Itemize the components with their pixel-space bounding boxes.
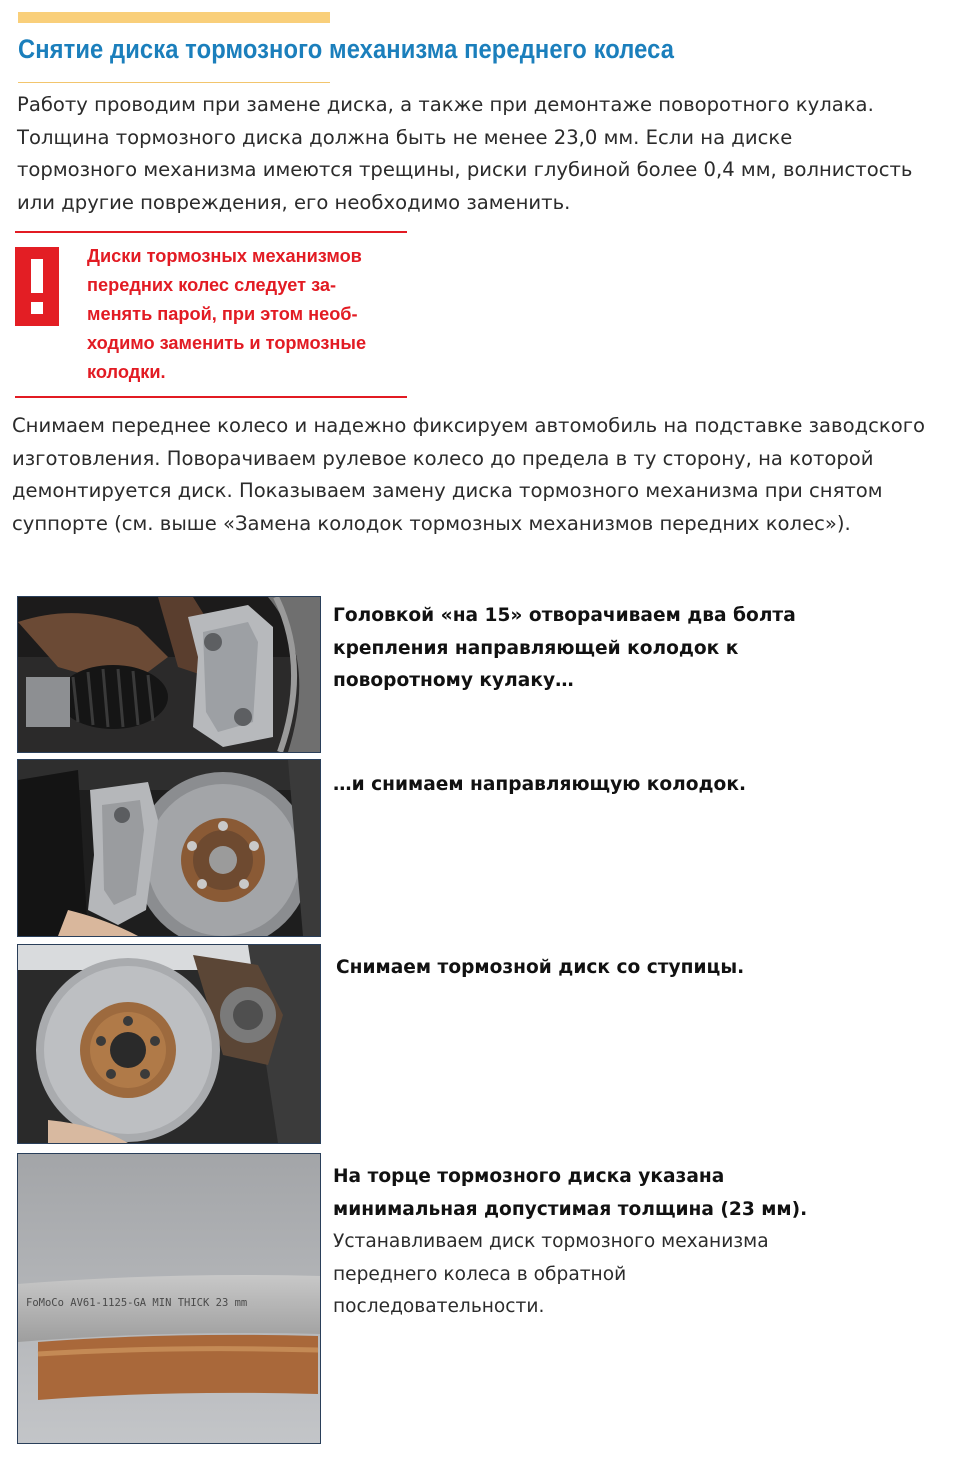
disc-edge-marking-photo bbox=[17, 1153, 321, 1444]
warning-line: ходимо заменить и тормозные bbox=[87, 333, 367, 353]
caption-line: …и снимаем направляющую колодок. bbox=[333, 774, 747, 795]
caliper-bracket-bolts-photo bbox=[17, 596, 321, 753]
procedure-paragraph: Снимаем переднее колесо и надежно фиксируем автомобиль на подставке заводского изготовления. Поворачиваем рулевое колесо до предела в ту сторону, на которой демонтируется диск. Показываем замену диска тормозного механизма при снятом суппорте (см. выше «Замена колодок тормозных механизмов передних колес»). bbox=[12, 414, 925, 535]
warning-top-divider bbox=[15, 231, 407, 233]
intro-paragraph: Работу проводим при замене диска, а также при демонтаже поворотного кулака. Толщина тормозного диска должна быть не менее 23,0 мм. Если на диске тормозного механизма имеются трещины, риски глубиной более 0,4 мм, волнистость или другие повреждения, его необходимо заменить. bbox=[17, 93, 913, 214]
warning-text bbox=[87, 242, 417, 387]
warning-line: Диски тормозных механизмов bbox=[87, 246, 362, 266]
step-4-caption bbox=[333, 1161, 933, 1324]
caption-line: последовательности. bbox=[333, 1296, 545, 1317]
step-3-caption bbox=[336, 952, 896, 985]
warning-line: колодки. bbox=[87, 362, 166, 382]
caption-line: Устанавливаем диск тормозного механизма bbox=[333, 1231, 769, 1252]
exclamation-icon bbox=[15, 247, 59, 326]
caption-line: поворотному кулаку… bbox=[333, 670, 574, 691]
warning-line: передних колес следует за- bbox=[87, 275, 337, 295]
header-accent-bar bbox=[18, 12, 330, 23]
warning-line: менять парой, при этом необ- bbox=[87, 304, 358, 324]
caption-line: Головкой «на 15» отворачиваем два болта bbox=[333, 605, 796, 626]
caption-line: минимальная допустимая толщина (23 мм). bbox=[333, 1198, 808, 1220]
disc-marking-text: FoMoCo AV61-1125-GA MIN THICK 23 mm bbox=[26, 1297, 248, 1309]
warning-bottom-divider bbox=[15, 396, 407, 398]
caption-line: На торце тормозного диска указана bbox=[333, 1166, 725, 1187]
step-2-caption bbox=[333, 769, 893, 802]
caption-line: Снимаем тормозной диск со ступицы. bbox=[336, 957, 745, 978]
step-1-caption bbox=[333, 600, 893, 698]
caption-line: крепления направляющей колодок к bbox=[333, 637, 739, 659]
disc-removal-photo bbox=[17, 944, 321, 1144]
page-title: Снятие диска тормозного механизма переднего колеса bbox=[18, 34, 675, 64]
title-divider bbox=[18, 82, 330, 83]
bracket-removal-photo bbox=[17, 759, 321, 937]
caption-line: переднего колеса в обратной bbox=[333, 1263, 627, 1285]
